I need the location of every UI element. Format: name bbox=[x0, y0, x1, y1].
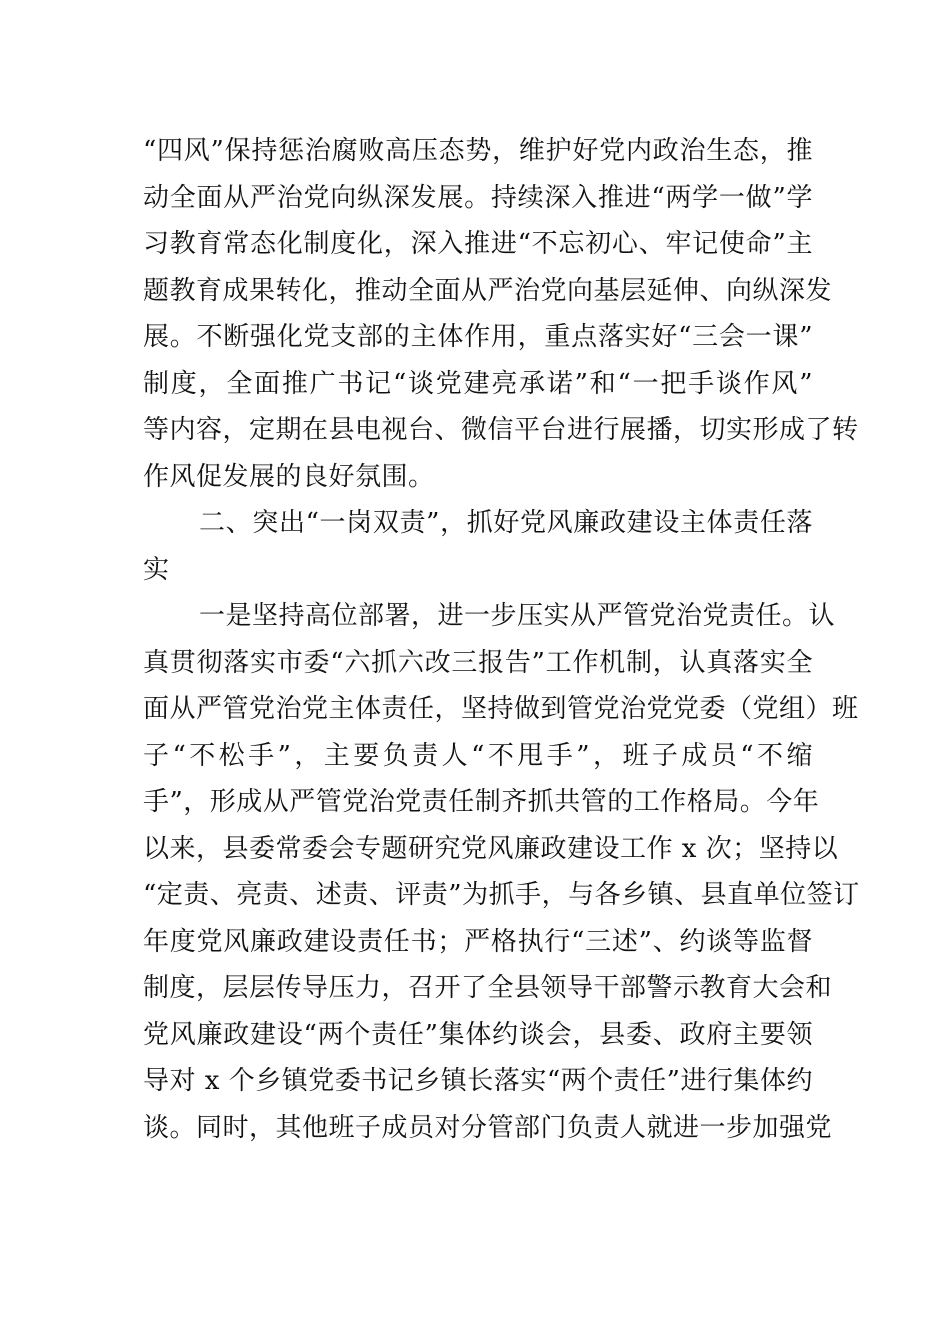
text-line: 年度党风廉政建设责任书；严格执行“三述”、约谈等监督 bbox=[143, 926, 813, 957]
text-line: 面从严管党治党主体责任，坚持做到管党治党党委（党组）班 bbox=[143, 694, 859, 724]
text-line: 导对 x 个乡镇党委书记乡镇长落实“两个责任”进行集体约 bbox=[143, 1066, 813, 1096]
text-line: 二、突出“一岗双责”，抓好党风廉政建设主体责任落 bbox=[199, 508, 813, 538]
document-body bbox=[143, 128, 860, 1151]
text-line: 手”，形成从严管党治党责任制齐抓共管的工作格局。今年 bbox=[143, 787, 820, 817]
text-line: 真贯彻落实市委“六抓六改三报告”工作机制，认真落实全 bbox=[143, 647, 813, 678]
text-line: “四风”保持惩治腐败高压态势，维护好党内政治生态，推 bbox=[143, 136, 813, 166]
text-line: 习教育常态化制度化，深入推进“不忘初心、牢记使命”主 bbox=[143, 229, 813, 259]
text-line: 展。不断强化党支部的主体作用，重点落实好“三会一课” bbox=[143, 322, 813, 352]
text-line: 一是坚持高位部署，进一步压实从严管党治党责任。认 bbox=[199, 601, 836, 631]
text-line: 等内容，定期在县电视台、微信平台进行展播，切实形成了转 bbox=[143, 415, 859, 445]
text-line: 作风促发展的良好氛围。 bbox=[143, 461, 435, 492]
text-line: 制度，层层传导压力，召开了全县领导干部警示教育大会和 bbox=[143, 973, 833, 1003]
text-line: 以来，县委常委会专题研究党风廉政建设工作 x 次；坚持以 bbox=[143, 833, 839, 864]
text-line: 动全面从严治党向纵深发展。持续深入推进“两学一做”学 bbox=[143, 182, 813, 213]
text-line: 制度，全面推广书记“谈党建亮承诺”和“一把手谈作风” bbox=[143, 368, 813, 399]
text-line: 谈。同时，其他班子成员对分管部门负责人就进一步加强党 bbox=[143, 1112, 833, 1143]
text-line: 题教育成果转化，推动全面从严治党向基层延伸、向纵深发 bbox=[143, 275, 833, 306]
text-line: “定责、亮责、述责、评责”为抓手，与各乡镇、县直单位签订 bbox=[143, 880, 860, 910]
text-line: 实 bbox=[143, 554, 170, 585]
text-line: 党风廉政建设“两个责任”集体约谈会，县委、政府主要领 bbox=[143, 1019, 813, 1050]
text-line: 子“不松手”，主要负责人“不甩手”，班子成员“不缩 bbox=[143, 740, 813, 771]
